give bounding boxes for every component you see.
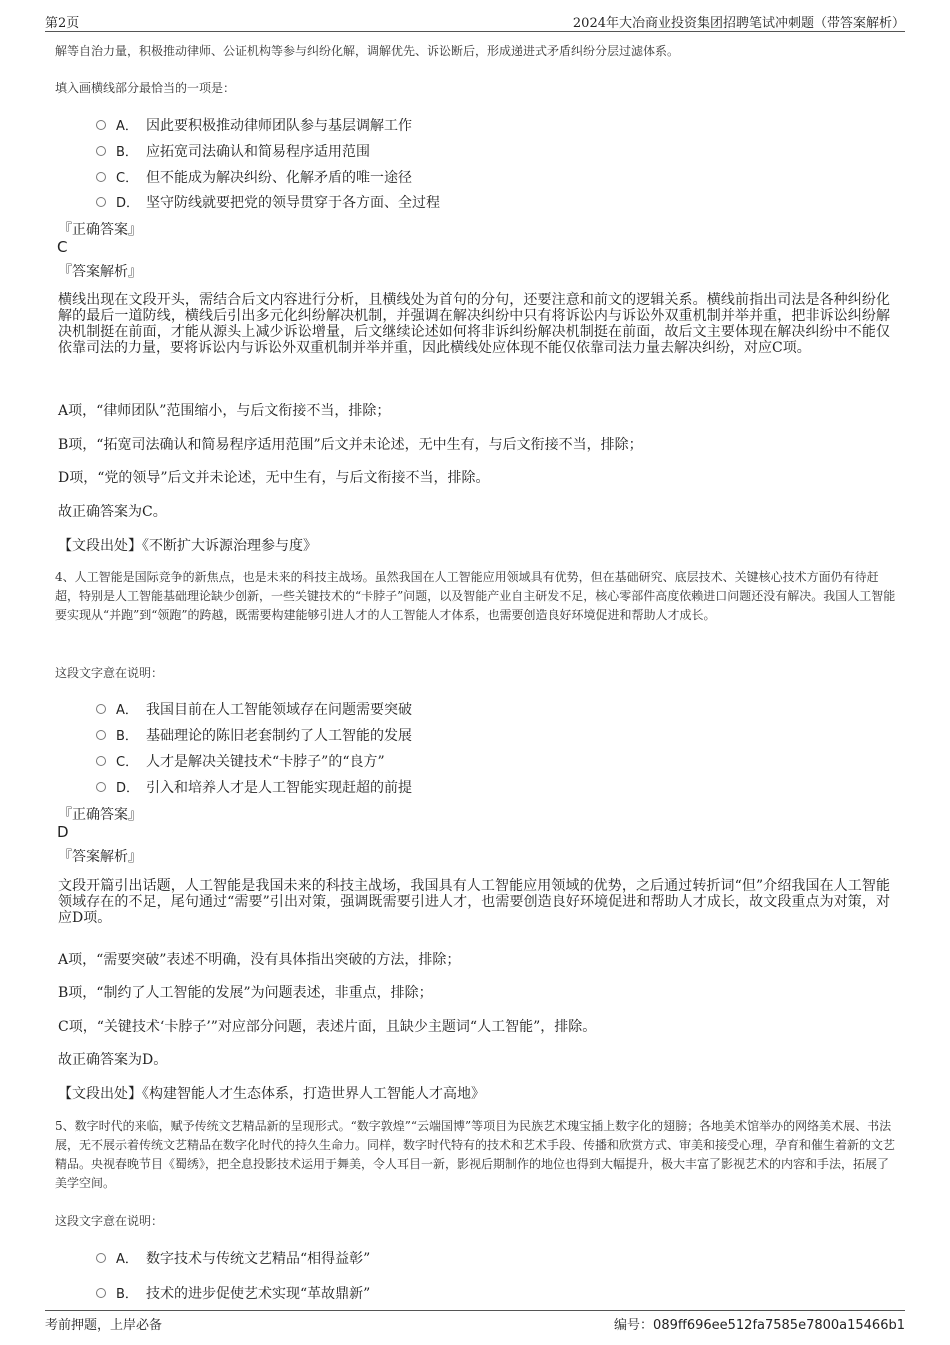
radio-icon[interactable] bbox=[96, 172, 106, 182]
radio-icon[interactable] bbox=[96, 782, 106, 792]
question-3-stem-tail: 解等自治力量，积极推动律师、公证机构等参与纠纷化解，调解优先、诉讼断后，形成递进式矛盾纠纷分层过滤体系。 bbox=[55, 44, 680, 58]
question-4-answer: D bbox=[57, 823, 69, 841]
question-3-analysis: 横线出现在文段开头，需结合后文内容进行分析，且横线处为首句的分句，还要注意和前文的逻辑关系。横线前指出司法是各种纠纷化解的最后一道防线，横线后引出多元化纠纷解决机制，并强调在解决纠纷中只有将诉讼内与诉讼外双重机制并举并重，把非诉讼纠纷解决机制挺在前面，才能从源头上减少诉讼增量，后文继续论述如何将非诉纠纷解决机制挺在前面，故后文主要体现在解决纠纷中不能仅依靠司法的力量，要将诉讼内与诉讼外双重机制并举并重，因此横线处应体现不能仅依靠司法力量去解决纠纷，对应C项。 bbox=[58, 292, 890, 356]
question-4-answer-label: 『正确答案』 bbox=[58, 807, 142, 823]
question-4-analysis: 文段开篇引出话题，人工智能是我国未来的科技主战场，我国具有人工智能应用领域的优势，之后通过转折词“但”介绍我国在人工智能领域存在的不足，尾句通过“需要”引出对策，强调既需要引进人才，也需要创造良好环境促进和帮助人才成长，故文段重点为对策，对应D项。 bbox=[58, 878, 890, 926]
question-4-option-a[interactable]: A． 我国目前在人工智能领域存在问题需要突破 bbox=[96, 699, 412, 719]
radio-icon[interactable] bbox=[96, 704, 106, 714]
question-3-option-b[interactable]: B． 应拓宽司法确认和简易程序适用范围 bbox=[96, 141, 370, 161]
question-5-prompt: 这段文字意在说明： bbox=[55, 1214, 164, 1228]
document-title: 2024年大冶商业投资集团招聘笔试冲刺题（带答案解析） bbox=[572, 16, 905, 31]
radio-icon[interactable] bbox=[96, 146, 106, 156]
question-3-analysis-line: A项，“律师团队”范围缩小，与后文衔接不当，排除； bbox=[58, 403, 391, 419]
question-4-analysis-line: B项，“制约了人工智能的发展”为问题表述，非重点，排除； bbox=[58, 985, 433, 1001]
question-4-analysis-label: 『答案解析』 bbox=[58, 849, 142, 865]
question-4-analysis-line: C项，“关键技术‘卡脖子’”对应部分问题，表述片面，且缺少主题词“人工智能”，排除。 bbox=[58, 1019, 597, 1035]
question-4-prompt: 这段文字意在说明： bbox=[55, 666, 164, 680]
question-3-option-d[interactable]: D． 坚守防线就要把党的领导贯穿于各方面、全过程 bbox=[96, 192, 440, 212]
radio-icon[interactable] bbox=[96, 197, 106, 207]
question-4-conclusion: 故正确答案为D。 bbox=[58, 1052, 168, 1068]
question-3-answer: C bbox=[57, 238, 68, 256]
footer-slogan: 考前押题，上岸必备 bbox=[45, 1318, 163, 1333]
radio-icon[interactable] bbox=[96, 756, 106, 766]
header-divider bbox=[45, 31, 905, 32]
footer-divider bbox=[45, 1310, 905, 1311]
question-4-option-b[interactable]: B． 基础理论的陈旧老套制约了人工智能的发展 bbox=[96, 725, 412, 745]
question-4-source: 【文段出处】《构建智能人才生态体系，打造世界人工智能人才高地》 bbox=[58, 1086, 485, 1102]
question-4-option-c[interactable]: C． 人才是解决关键技术“卡脖子”的“良方” bbox=[96, 751, 385, 771]
question-5-option-a[interactable]: A． 数字技术与传统文艺精品“相得益彰” bbox=[96, 1248, 370, 1268]
radio-icon[interactable] bbox=[96, 730, 106, 740]
question-3-option-a[interactable]: A． 因此要积极推动律师团队参与基层调解工作 bbox=[96, 115, 412, 135]
question-3-prompt: 填入画横线部分最恰当的一项是： bbox=[55, 81, 236, 95]
question-3-answer-label: 『正确答案』 bbox=[58, 222, 142, 238]
question-5-stem: 5、数字时代的来临，赋予传统文艺精品新的呈现形式。“数字敦煌”“云端国博”等项目为民族艺术瑰宝插上数字化的翅膀；各地美术馆举办的网络美术展、书法展，无不展示着传统文艺精品在数字化时代的持久生命力。同样，数字时代特有的技术和艺术手段、传播和欣赏方式、审美和接受心理，孕育和催生着新的文艺精品。央视春晚节目《蜀绣》，把全息投影技术运用于舞美，令人耳目一新，影视后期制作的地位也得到大幅提升，极大丰富了影视艺术的内容和手法，拓展了美学空间。 bbox=[55, 1119, 896, 1190]
question-4-option-d[interactable]: D． 引入和培养人才是人工智能实现赶超的前提 bbox=[96, 777, 412, 797]
page-number: 第2页 bbox=[45, 16, 80, 31]
question-3-analysis-line: B项，“拓宽司法确认和简易程序适用范围”后文并未论述，无中生有，与后文衔接不当，排除； bbox=[58, 437, 643, 453]
question-3-conclusion: 故正确答案为C。 bbox=[58, 504, 167, 520]
question-4-analysis-line: A项，“需要突破”表述不明确，没有具体指出突破的方法，排除； bbox=[58, 952, 461, 968]
question-3-analysis-line: D项，“党的领导”后文并未论述，无中生有，与后文衔接不当，排除。 bbox=[58, 470, 490, 486]
question-5-option-b[interactable]: B． 技术的进步促使艺术实现“革故鼎新” bbox=[96, 1283, 370, 1303]
radio-icon[interactable] bbox=[96, 120, 106, 130]
question-4-stem: 4、人工智能是国际竞争的新焦点，也是未来的科技主战场。虽然我国在人工智能应用领域具有优势，但在基础研究、底层技术、关键核心技术方面仍有待赶超，特别是人工智能基础理论缺少创新，一些关键技术的“卡脖子”问题，以及智能产业自主研发不足，核心零部件高度依赖进口问题还没有解决。我国人工智能要实现从“并跑”到“领跑”的跨越，既需要构建能够引进人才的人工智能人才体系，也需要创造良好环境促进和帮助人才成长。 bbox=[55, 570, 896, 622]
radio-icon[interactable] bbox=[96, 1288, 106, 1298]
radio-icon[interactable] bbox=[96, 1253, 106, 1263]
question-3-option-c[interactable]: C． 但不能成为解决纠纷、化解矛盾的唯一途径 bbox=[96, 167, 412, 187]
question-3-analysis-label: 『答案解析』 bbox=[58, 264, 142, 280]
question-3-source: 【文段出处】《不断扩大诉源治理参与度》 bbox=[58, 538, 317, 554]
document-id: 编号：089ff696ee512fa7585e7800a15466b1 bbox=[614, 1318, 905, 1333]
